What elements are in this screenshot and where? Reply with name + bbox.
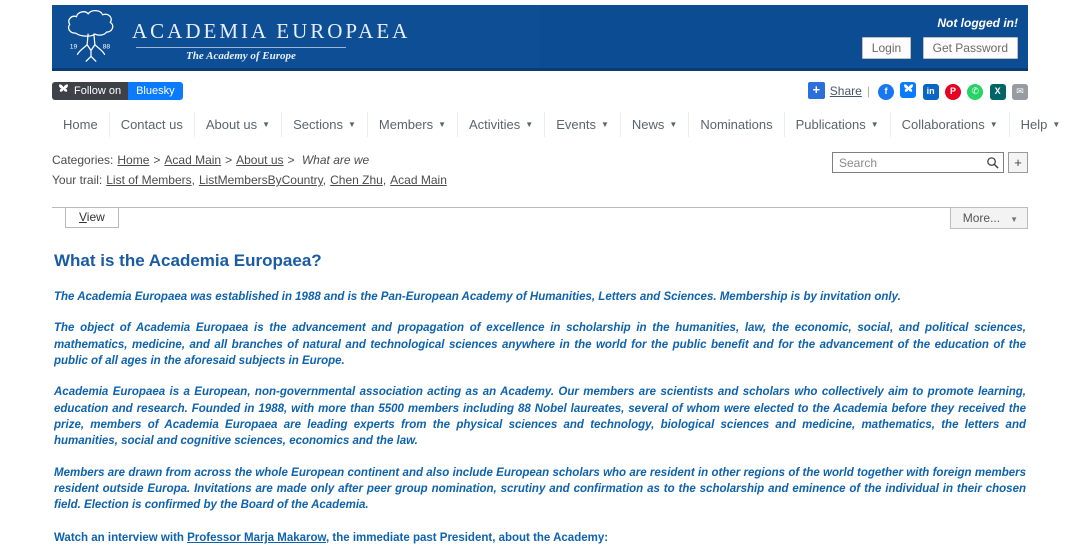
content-tabs (52, 207, 1028, 228)
nav-item-label: Events (556, 117, 596, 132)
chevron-down-icon: ▼ (1052, 120, 1061, 129)
intro-paragraph: Academia Europaea is a European, non-governmental association acting as an Academy. Our members are scientists and scholars who collectively aim to promote learning, education and research. Founded in 1988, with more than 5500 members including 88 Nobel laureates, several of whom were elected to the Academia before they received the prize, members of Academia Europaea are leading experts from the physical sciences and technology, biological sciences and medicine, mathematics, the letters and humanities, social and cognitive sciences, economics and the law. (54, 386, 1026, 448)
trail-link[interactable]: Acad Main (390, 173, 447, 187)
trail (52, 170, 1028, 190)
chevron-down-icon: ▼ (438, 120, 446, 129)
auth-area (855, 16, 1018, 59)
share-plus-icon[interactable]: + (808, 82, 825, 99)
intro-paragraph: The Academia Europaea was established in 1988 and is the Pan-European Academy of Humanities, Letters and Sciences. Membership is by invitation only. (54, 291, 901, 303)
chevron-down-icon: ▼ (989, 120, 998, 129)
tree-logo-icon (62, 8, 120, 66)
chevron-down-icon: ▼ (347, 120, 356, 129)
xing-icon[interactable]: X (990, 84, 1006, 100)
breadcrumb-link[interactable]: Acad Main (164, 153, 222, 167)
nav-item-label: About us (205, 117, 258, 132)
breadcrumb-separator: > (153, 153, 161, 167)
trail-separator: , (322, 173, 327, 187)
site-title: ACADEMIA EUROPAEA (132, 19, 411, 43)
nav-item-label: Nominations (700, 117, 773, 132)
intro-paragraphs (54, 289, 1026, 514)
nav-item-label: Publications (795, 117, 866, 132)
logo-text (132, 8, 410, 66)
follow-on-bluesky-button[interactable] (52, 82, 183, 100)
bluesky-label: Bluesky (128, 82, 183, 100)
search-add-button[interactable]: + (1008, 152, 1028, 173)
share-icons (875, 82, 1028, 100)
search-box (832, 152, 1028, 173)
whatsapp-icon[interactable]: ✆ (967, 84, 983, 100)
chevron-down-icon: ▼ (600, 120, 609, 129)
breadcrumb-current: What are we (301, 153, 370, 167)
nav-item[interactable] (282, 112, 368, 137)
bluesky-icon[interactable] (900, 82, 916, 98)
closing-line (54, 532, 1026, 544)
trail-separator: , (191, 173, 195, 187)
nav-item-label: Activities (469, 117, 521, 132)
nav-item[interactable] (891, 112, 1010, 137)
breadcrumb-separator: > (225, 153, 233, 167)
page-title: What is the Academia Europaea? (54, 251, 322, 270)
closing-prefix: Watch an interview with (54, 531, 188, 544)
nav-item-label: News (631, 117, 665, 132)
linkedin-icon[interactable]: in (923, 84, 939, 100)
chevron-down-icon: ▼ (525, 120, 534, 129)
nav-item[interactable] (545, 112, 621, 137)
nav-item-label: Sections (293, 117, 343, 132)
nav-item[interactable] (110, 112, 195, 137)
categories-label: Categories: (52, 153, 114, 167)
nav-item[interactable] (1010, 112, 1072, 137)
search-wrap (832, 152, 1004, 173)
search-input[interactable] (832, 152, 1004, 173)
chevron-down-icon: ▼ (262, 120, 271, 129)
logo-rule (136, 47, 346, 62)
auth-buttons (855, 37, 1018, 59)
page (52, 5, 1061, 544)
logo-year-right: 88 (102, 43, 111, 51)
site-header (52, 5, 1028, 71)
breadcrumb-link[interactable]: About us (236, 153, 284, 167)
chevron-down-icon: ▼ (1010, 215, 1018, 224)
search-icon[interactable] (986, 156, 999, 169)
nav-item-label: Members (378, 117, 434, 132)
marja-makarow-link[interactable]: Professor Marja Makarow (187, 531, 327, 544)
nav-item[interactable] (52, 112, 110, 137)
nav-item[interactable] (689, 112, 784, 137)
share-widget (808, 82, 1028, 100)
email-icon[interactable]: ✉ (1012, 84, 1028, 100)
chevron-down-icon: ▼ (870, 120, 879, 129)
share-divider: | (866, 83, 870, 98)
breadcrumb-separator: > (287, 153, 295, 167)
breadcrumb-link[interactable]: Home (117, 153, 150, 167)
nav-item[interactable] (785, 112, 891, 137)
trail-label: Your trail: (52, 173, 103, 187)
nav-item-label: Home (63, 117, 98, 132)
login-button[interactable]: Login (862, 37, 911, 59)
more-label: More... (962, 211, 1001, 225)
nav-item[interactable] (621, 112, 689, 137)
nav-item[interactable] (458, 112, 545, 137)
social-row (52, 81, 1028, 100)
chevron-down-icon: ▼ (669, 120, 678, 129)
login-status: Not logged in! (937, 16, 1018, 30)
main-nav (52, 112, 1061, 137)
closing-suffix: , the immediate past President, about the Academy: (326, 531, 609, 544)
get-password-button[interactable]: Get Password (923, 37, 1018, 59)
trail-separator: , (382, 173, 387, 187)
facebook-icon[interactable]: f (878, 84, 894, 100)
breadcrumb-zone (52, 150, 1028, 190)
site-tagline: The Academy of Europe (186, 50, 296, 62)
more-dropdown[interactable] (950, 207, 1028, 229)
nav-item-label: Contact us (120, 117, 183, 132)
nav-item[interactable] (195, 112, 282, 137)
nav-item-label: Help (1020, 117, 1048, 132)
follow-on-label: Follow on (74, 84, 122, 97)
nav-item[interactable] (368, 112, 458, 137)
logo-year-left: 19 (69, 43, 78, 51)
intro-paragraph: The object of Academia Europaea is the advancement and propagation of excellence in scholarship in the humanities, law, the economic, social, and political sciences, mathematics, medicine, and all branches of natural and technological sciences anywhere in the world for the public benefit and for the advancement of the education of the public of all ages in the aforesaid subjects in Europe. (54, 322, 1026, 367)
intro-paragraph: Members are drawn from across the whole European continent and also include European scholars who are resident in other regions of the world together with foreign members resident outside Europa. Invitations are made only after peer group nomination, scrutiny and confirmation as to the scholarship and eminence of the individual in their chosen field. Election is confirmed by the Board of the Academia. (54, 466, 1026, 512)
logo[interactable] (62, 8, 410, 66)
nav-item-label: Collaborations (901, 117, 985, 132)
butterfly-icon (58, 82, 69, 100)
tab-view[interactable]: View (65, 208, 119, 228)
trail-link[interactable]: Chen Zhu (330, 173, 383, 187)
trail-link[interactable]: ListMembersByCountry (198, 173, 323, 187)
pinterest-icon[interactable]: P (945, 84, 961, 100)
trail-link[interactable]: List of Members (106, 173, 192, 187)
main-content (52, 228, 1028, 544)
bluesky-follow-left (52, 82, 128, 100)
share-link[interactable]: Share (829, 83, 862, 98)
